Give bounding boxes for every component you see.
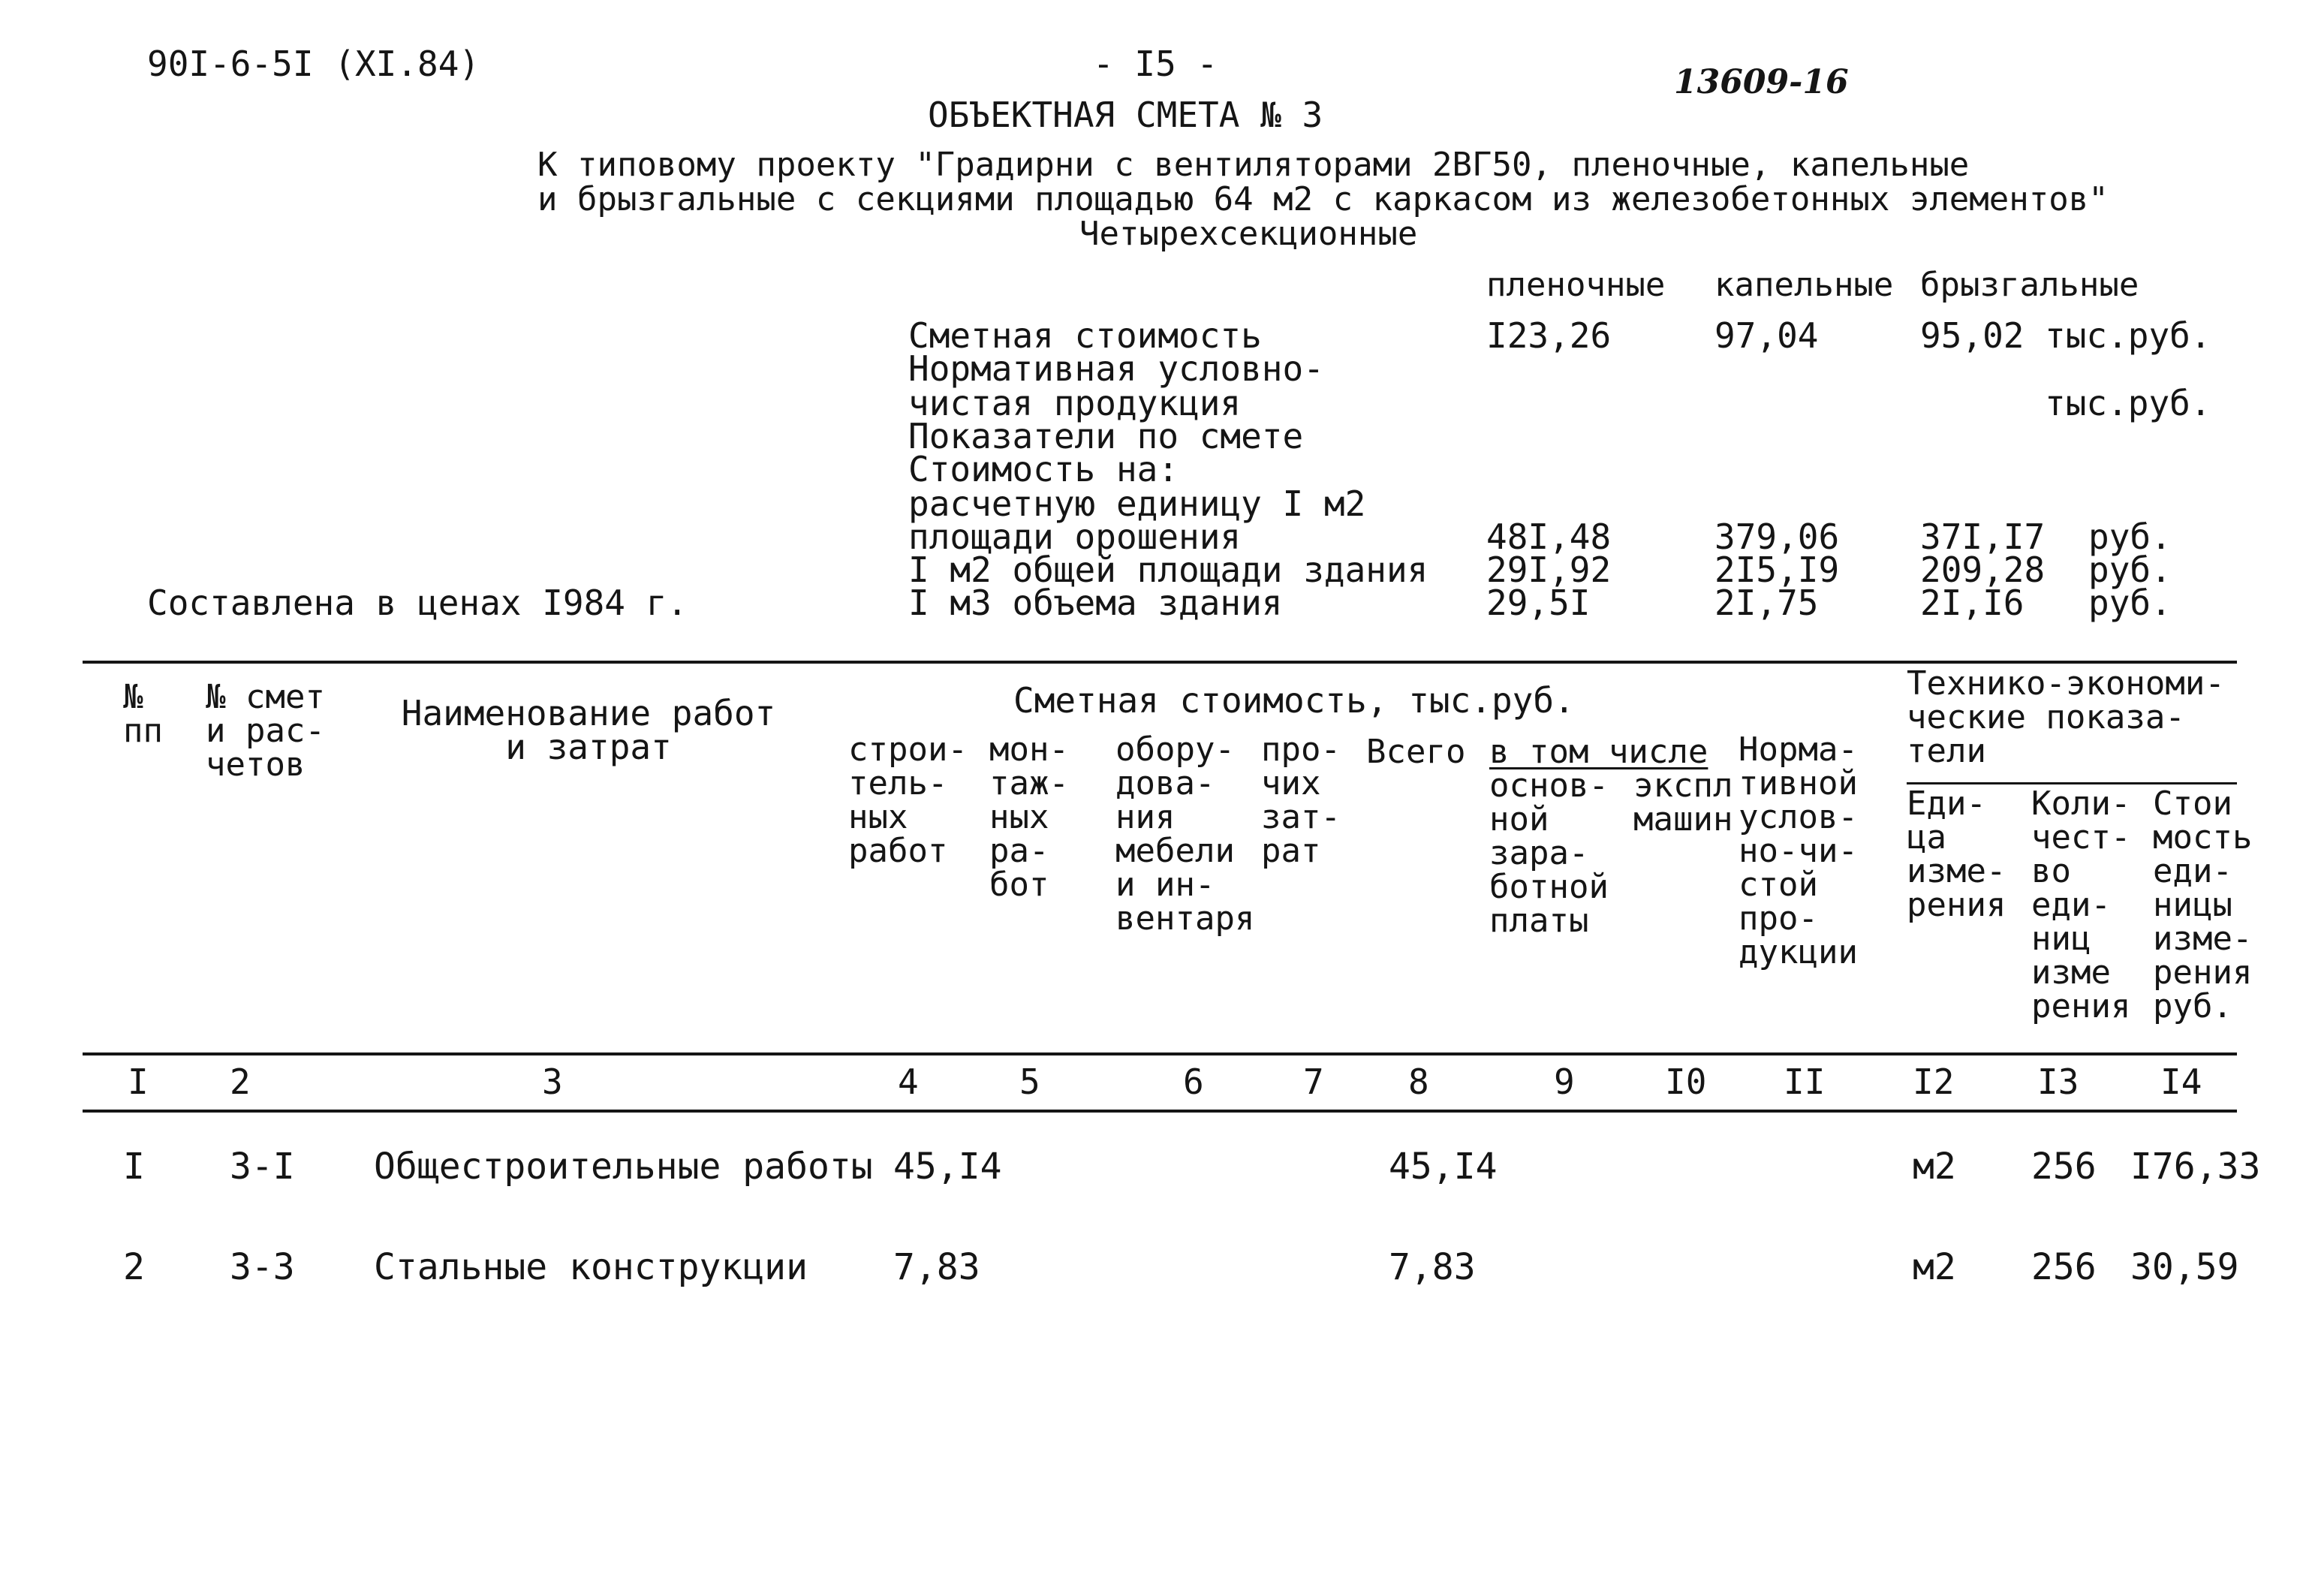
summary-unit: тыс.руб. [2045, 315, 2211, 356]
header-including: в том числе [1489, 733, 1708, 771]
calc-number: 3-I [230, 1146, 295, 1188]
summary-value-film: 48I,48 [1486, 516, 1612, 557]
total-cost: 7,83 [1389, 1246, 1476, 1288]
col-number: 8 [1408, 1061, 1429, 1102]
summary-value-splash: 209,28 [1920, 550, 2046, 590]
summary-value-splash: 95,02 [1920, 315, 2025, 356]
subtitle-line-1: К типовому проекту "Градирни с вентиляторами 2ВГ50, пленочные, капельные [537, 146, 1970, 184]
summary-value-drip: 2I,75 [1714, 583, 1819, 623]
col-number: I0 [1665, 1061, 1707, 1102]
summary-value-film: 29,5I [1486, 583, 1591, 623]
col-number: 6 [1183, 1061, 1204, 1102]
unit-cost: I76,33 [2130, 1146, 2261, 1188]
summary-label: I м3 объема здания [908, 583, 1283, 623]
subtitle-line-3: Четырехсекционные [1079, 215, 1418, 253]
header-total: Всего [1366, 733, 1466, 771]
row-number: 2 [123, 1246, 145, 1288]
header-row-number: № пп [123, 678, 163, 750]
col-number: 3 [542, 1061, 563, 1102]
subtitle-line-2: и брызгальные с секциями площадью 64 м2 с каркасом из железобетонных элементов" [537, 180, 2109, 218]
document-title: ОБЪЕКТНАЯ СМЕТА № 3 [928, 95, 1323, 135]
col-number: I3 [2037, 1061, 2079, 1102]
header-construction: строи- тель- ных работ [848, 730, 968, 870]
col-number: 9 [1554, 1061, 1575, 1102]
row-number: I [123, 1146, 145, 1188]
summary-unit: руб. [2088, 516, 2172, 557]
construction-cost: 45,I4 [893, 1146, 1002, 1188]
summary-header-splash: брызгальные [1920, 266, 2139, 304]
unit: м2 [1913, 1146, 1956, 1188]
summary-value-drip: 379,06 [1714, 516, 1840, 557]
header-quantity: Коли- чест- во еди- ниц изме рения [2031, 784, 2131, 1025]
header-work-name: Наименование работ и затрат [401, 693, 776, 767]
summary-label: Стоимость на: [908, 449, 1179, 489]
work-name: Стальные конструкции [374, 1246, 808, 1288]
header-calc-number: № смет и рас- четов [206, 678, 325, 784]
summary-value-film: I23,26 [1486, 315, 1612, 356]
col-number: 2 [230, 1061, 251, 1102]
header-other: про- чих зат- рат [1261, 730, 1341, 870]
summary-label: Показатели по смете [908, 416, 1304, 456]
col-number: 7 [1303, 1061, 1324, 1102]
header-machines: экспл машин [1633, 766, 1733, 839]
col-number: I2 [1913, 1061, 1955, 1102]
summary-value-splash: 2I,I6 [1920, 583, 2025, 623]
summary-label: чистая продукция [908, 383, 1242, 423]
header-mounting: мон- таж- ных ра- бот [989, 730, 1069, 904]
header-cost-group: Сметная стоимость, тыс.руб. [1013, 680, 1575, 721]
table-top-rule [83, 661, 2237, 664]
col-number: I [128, 1061, 149, 1102]
summary-value-splash: 37I,I7 [1920, 516, 2046, 557]
header-unit-cost: Стои мость еди- ницы изме- рения руб. [2153, 784, 2253, 1025]
col-number: 5 [1019, 1061, 1040, 1102]
summary-label: I м2 общей площади здания [908, 550, 1428, 590]
header-wages: основ- ной зара- ботной платы [1489, 766, 1609, 940]
col-numbers-rule [83, 1110, 2237, 1113]
prices-note: Составлена в ценах I984 г. [147, 583, 688, 623]
summary-value-drip: 97,04 [1714, 315, 1819, 356]
summary-unit: тыс.руб. [2045, 383, 2211, 423]
summary-label: Нормативная условно- [908, 348, 1324, 389]
header-tech-group: Технико-экономи- ческие показа- тели [1907, 664, 2225, 770]
header-equipment: обору- дова- ния мебели и ин- вентаря [1115, 730, 1255, 938]
total-cost: 45,I4 [1389, 1146, 1498, 1188]
page-number: - I5 - [1093, 44, 1218, 84]
col-number: II [1784, 1061, 1826, 1102]
work-name: Общестроительные работы [374, 1146, 873, 1188]
col-number: I4 [2160, 1061, 2202, 1102]
summary-label: Сметная стоимость [908, 315, 1262, 356]
summary-label: расчетную единицу I м2 [908, 483, 1366, 524]
construction-cost: 7,83 [893, 1246, 980, 1288]
summary-header-film: пленочные [1486, 266, 1666, 304]
handwritten-number: 13609-16 [1674, 63, 1849, 101]
unit: м2 [1913, 1246, 1956, 1288]
summary-label: площади орошения [908, 516, 1242, 557]
col-number: 4 [898, 1061, 919, 1102]
header-normative: Норма- тивной услов- но-чи- стой про- дукции [1739, 730, 1858, 971]
summary-value-film: 29I,92 [1486, 550, 1612, 590]
summary-value-drip: 2I5,I9 [1714, 550, 1840, 590]
header-unit: Еди- ца изме- рения [1907, 784, 2006, 924]
summary-header-drip: капельные [1714, 266, 1894, 304]
quantity: 256 [2031, 1246, 2097, 1288]
summary-unit: руб. [2088, 583, 2172, 623]
document-code: 90I-6-5I (XI.84) [147, 44, 480, 84]
summary-unit: руб. [2088, 550, 2172, 590]
quantity: 256 [2031, 1146, 2097, 1188]
calc-number: 3-3 [230, 1246, 295, 1288]
header-bottom-rule [83, 1052, 2237, 1055]
unit-cost: 30,59 [2130, 1246, 2239, 1288]
